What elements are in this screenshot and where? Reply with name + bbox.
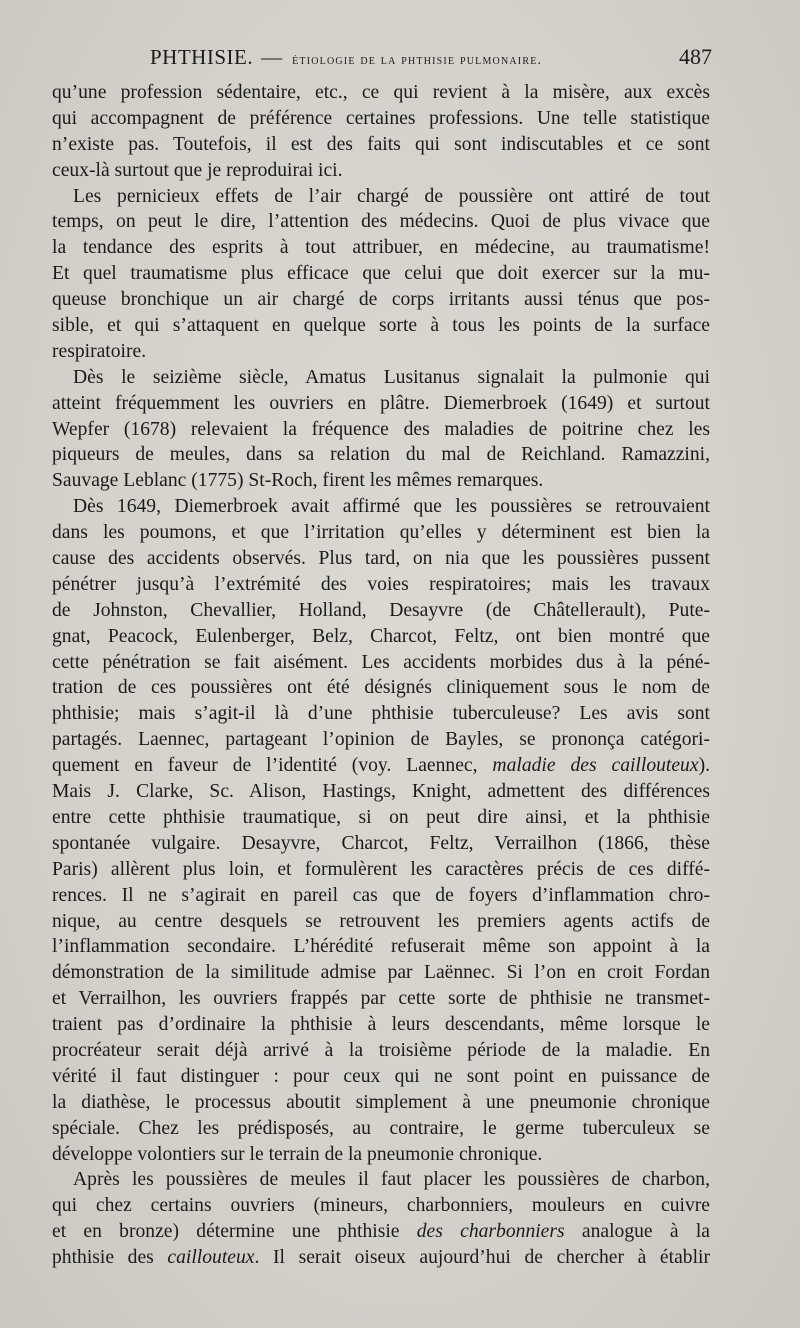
text-line-content: la diathèse, le processus aboutit simplement à une pneumonie chronique <box>52 1091 710 1113</box>
text-line <box>52 494 710 520</box>
text-line-content: entre cette phthisie traumatique, si on peut dire ainsi, et la phthisie <box>52 806 710 828</box>
text-line <box>52 80 710 106</box>
text-line-content: développe volontiers sur le terrain de la pneumonie chronique. <box>52 1143 543 1165</box>
body-text <box>52 80 710 1271</box>
text-line <box>52 572 710 598</box>
text-line-content: cause des accidents observés. Plus tard, on nia que les poussières pussent <box>52 548 710 570</box>
text-line-content: ceux-là surtout que je reproduirai ici. <box>52 159 343 181</box>
text-line-content: pénétrer jusqu’à l’extrémité des voies respiratoires; mais les travaux <box>52 573 710 595</box>
text-line-content: Dès 1649, Diemerbroek avait affirmé que les poussières se retrouvaient <box>73 496 710 518</box>
text-line <box>52 934 710 960</box>
text-line <box>52 1245 710 1271</box>
text-line <box>52 313 710 339</box>
text-line-content: et en bronze) détermine une phthisie <box>52 1221 417 1243</box>
text-line-content: sible, et qui s’attaquent en quelque sorte à tous les points de la surface <box>52 315 710 337</box>
text-line-content: temps, on peut le dire, l’attention des médecins. Quoi de plus vivace que <box>52 211 710 233</box>
text-line <box>52 1193 710 1219</box>
text-line <box>52 520 710 546</box>
text-line <box>52 106 710 132</box>
text-line-content: tration de ces poussières ont été désignés cliniquement sous le nom de <box>52 677 710 699</box>
text-line <box>52 1219 710 1245</box>
text-line-content: phthisie; mais s’agit-il là d’une phthisie tuberculeuse? Les avis sont <box>52 703 710 725</box>
text-line-content: Dès le seizième siècle, Amatus Lusitanus signalait la pulmonie qui <box>73 366 710 388</box>
text-line-content: gnat, Peacock, Eulenberger, Belz, Charcot, Feltz, ont bien montré que <box>52 625 710 647</box>
text-line <box>52 675 710 701</box>
text-line <box>52 365 710 391</box>
text-line-content: l’inflammation secondaire. L’hérédité refuserait même son appoint à la <box>52 936 710 958</box>
text-line <box>52 960 710 986</box>
text-line <box>52 209 710 235</box>
italic-text: maladie des caillouteux <box>492 755 699 777</box>
text-line <box>52 339 710 365</box>
text-line <box>52 158 710 184</box>
text-line <box>52 287 710 313</box>
text-line-content: traient pas d’ordinaire la phthisie à leurs descendants, même lorsque le <box>52 1014 710 1036</box>
italic-text: des charbonniers <box>416 1221 565 1243</box>
text-line <box>52 650 710 676</box>
text-line-content: cette pénétration se fait aisément. Les accidents morbides dus à la péné- <box>52 651 710 673</box>
text-line <box>52 986 710 1012</box>
text-line-content: spéciale. Chez les prédisposés, au contraire, le germe tuberculeux se <box>52 1117 710 1139</box>
header-title: PHTHISIE. <box>150 45 254 69</box>
page-number: 487 <box>679 44 712 69</box>
text-line <box>52 546 710 572</box>
text-line <box>52 753 710 779</box>
text-line <box>52 1064 710 1090</box>
text-line-content: de Johnston, Chevallier, Holland, Desayvre (de Châtellerault), Pute- <box>52 599 710 621</box>
text-line <box>52 624 710 650</box>
text-line <box>52 468 710 494</box>
text-line-content: démonstration de la similitude admise par Laënnec. Si l’on en croit Fordan <box>52 962 710 984</box>
text-line <box>52 417 710 443</box>
text-line-content: qu’une profession sédentaire, etc., ce qui revient à la misère, aux excès <box>52 82 710 103</box>
text-line <box>52 805 710 831</box>
running-header <box>150 44 712 74</box>
text-line <box>52 261 710 287</box>
text-line <box>52 132 710 158</box>
text-line-content: quement en faveur de l’identité (voy. Laennec, <box>52 755 493 777</box>
text-line <box>52 1012 710 1038</box>
text-line-tail: analogue à la <box>564 1221 711 1243</box>
text-line-content: spontanée vulgaire. Desayvre, Charcot, Feltz, Verrailhon (1866, thèse <box>52 832 710 854</box>
text-line-content: procréateur serait déjà arrivé à la troisième période de la maladie. En <box>52 1039 710 1061</box>
text-line-content: partagés. Laennec, partageant l’opinion de Bayles, se prononça catégori- <box>52 729 710 751</box>
text-line-content: Paris) allèrent plus loin, et formulèrent les caractères précis de ces diffé- <box>52 858 710 880</box>
text-line <box>52 883 710 909</box>
text-line-content: vérité il faut distinguer : pour ceux qui ne sont point en puissance de <box>52 1065 710 1087</box>
text-line-content: queuse bronchique un air chargé de corps irritants aussi ténus que pos- <box>52 289 710 311</box>
header-dash: — <box>261 45 283 69</box>
text-line-content: qui accompagnent de préférence certaines professions. Une telle statistique <box>52 107 710 129</box>
text-line-content: Les pernicieux effets de l’air chargé de poussière ont attiré de tout <box>73 185 710 207</box>
text-line <box>52 1167 710 1193</box>
text-line-content: atteint fréquemment les ouvriers en plâtre. Diemerbroek (1649) et surtout <box>52 392 710 414</box>
text-line <box>52 235 710 261</box>
text-line-content: Mais J. Clarke, Sc. Alison, Hastings, Knight, admettent des différences <box>52 781 710 803</box>
text-line <box>52 442 710 468</box>
text-line <box>52 779 710 805</box>
italic-text: caillouteux <box>167 1247 255 1269</box>
text-line <box>52 598 710 624</box>
text-line-content: nique, au centre desquels se retrouvent les premiers agents actifs de <box>52 910 710 932</box>
text-line-content: n’existe pas. Toutefois, il est des faits qui sont indiscutables et ce sont <box>52 133 710 155</box>
text-line <box>52 1142 710 1168</box>
text-line-content: Et quel traumatisme plus efficace que celui que doit exercer sur la mu- <box>52 263 710 285</box>
text-line-content: rences. Il ne s’agirait en pareil cas que de foyers d’inflammation chro- <box>52 884 710 906</box>
text-line-content: et Verrailhon, les ouvriers frappés par cette sorte de phthisie ne transmet- <box>52 988 710 1010</box>
text-line-tail: ). <box>698 755 710 777</box>
text-line <box>52 1038 710 1064</box>
text-line-content: Sauvage Leblanc (1775) St-Roch, firent les mêmes remarques. <box>52 470 544 492</box>
text-line <box>52 1116 710 1142</box>
text-line <box>52 831 710 857</box>
text-line-content: Wepfer (1678) relevaient la fréquence des maladies de poitrine chez les <box>52 418 710 440</box>
text-line <box>52 857 710 883</box>
text-line-content: phthisie des <box>52 1247 168 1269</box>
text-line-content: piqueurs de meules, dans sa relation du mal de Reichland. Ramazzini, <box>52 444 710 466</box>
text-line-content: respiratoire. <box>52 340 147 362</box>
text-line-tail: . Il serait oiseux aujourd’hui de chercher à établir <box>254 1247 710 1269</box>
text-line-content: dans les poumons, et que l’irritation qu’elles y déterminent est bien la <box>52 522 710 544</box>
header-subtitle: étiologie de la phthisie pulmonaire. <box>292 53 543 68</box>
text-line <box>52 184 710 210</box>
text-line-content: qui chez certains ouvriers (mineurs, charbonniers, mouleurs en cuivre <box>52 1195 710 1217</box>
text-line <box>52 701 710 727</box>
text-line <box>52 727 710 753</box>
text-line <box>52 909 710 935</box>
text-line <box>52 391 710 417</box>
text-line-content: la tendance des esprits à tout attribuer, en médecine, au traumatisme! <box>52 237 710 259</box>
text-line <box>52 1090 710 1116</box>
text-line-content: Après les poussières de meules il faut placer les poussières de charbon, <box>73 1169 710 1191</box>
